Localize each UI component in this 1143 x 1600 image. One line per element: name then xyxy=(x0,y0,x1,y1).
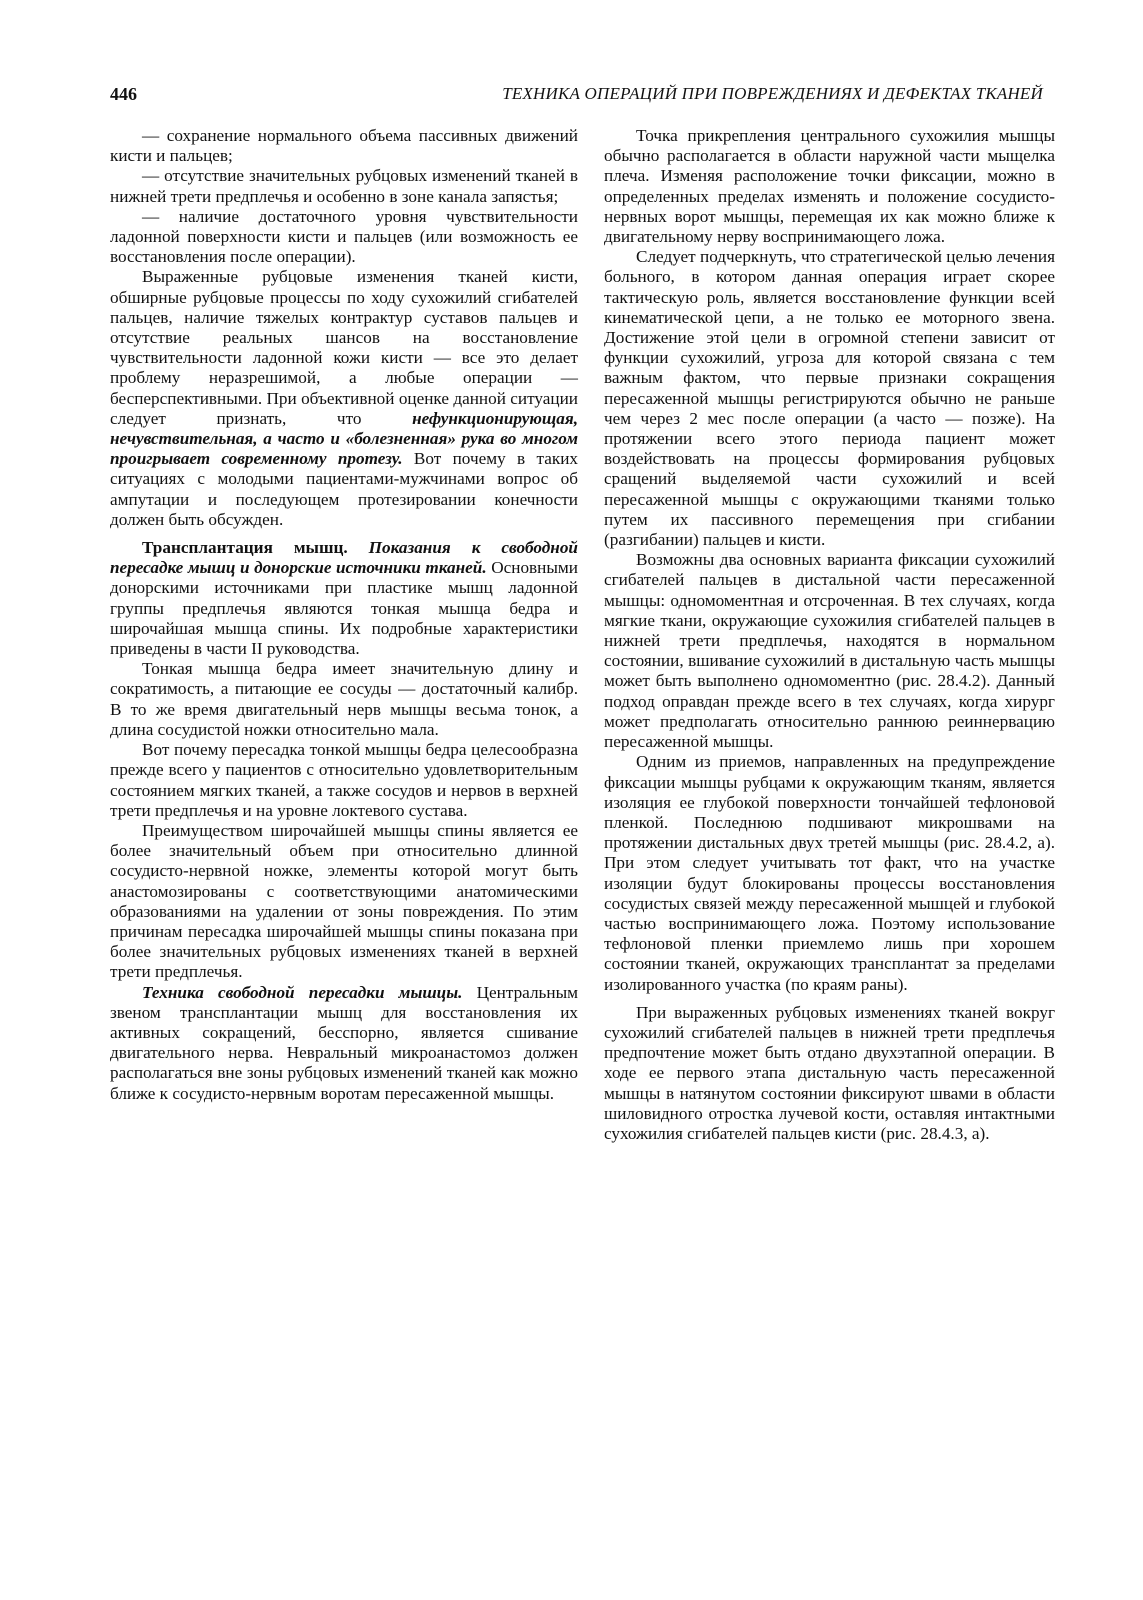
left-column xyxy=(110,126,578,1104)
paragraph: При выраженных рубцовых изменениях тканей вокруг сухожилий сгибателей пальцев в нижней трети предплечья предпочтение может быть отдано двухэтапной операции. В ходе ее первого этапа дистальную часть пересаженной мышцы в натянутом состоянии фиксируют швами в области шиловидного отростка лучевой кости, оставляя интактными сухожилия сгибателей пальцев кисти (рис. 28.4.3, а). xyxy=(604,1002,1055,1143)
emphasis-text: нефункционирующая, нечувствительная, а часто и «болезненная» рука во многом проигрывает современному протезу. xyxy=(110,408,578,469)
paragraph: — отсутствие значительных рубцовых изменений тканей в нижней трети предплечья и особенно в зоне канала запястья; xyxy=(110,166,578,206)
paragraph: — сохранение нормального объема пассивных движений кисти и пальцев; xyxy=(110,126,578,166)
section-paragraph xyxy=(110,538,578,659)
subsection-heading: Показания к свободной пересадке мышц и донорские источники тканей. xyxy=(110,538,578,578)
subsection-heading: Техника свободной пересадки мышцы. xyxy=(142,982,463,1002)
paragraph: Следует подчеркнуть, что стратегической целью лечения больного, в котором данная операция играет скорее тактическую роль, является восстановление функции всей кинематической цепи, а не только ее моторного звена. Достижение этой цели в огромной степени зависит от функции сухожилий, угроза для которой связана с тем важным фактом, что первые признаки сокращения пересаженной мышцы регистрируются обычно не раньше чем через 2 мес после операции (а часто — позже). На протяжении всего этого периода пациент может воздействовать на процессы формирования рубцовых сращений выделяемой части сухожилий и всей пересаженной мышцы с окружающими тканями только путем их пассивного перемещения при сгибании (разгибании) пальцев и кисти. xyxy=(604,247,1055,550)
paragraph: Тонкая мышца бедра имеет значительную длину и сократимость, а питающие ее сосуды — достаточный калибр. В то же время двигательный нерв мышцы весьма тонок, а длина сосудистой ножки относительно мала. xyxy=(110,659,578,739)
running-title: ТЕХНИКА ОПЕРАЦИЙ ПРИ ПОВРЕЖДЕНИЯХ И ДЕФЕКТАХ ТКАНЕЙ xyxy=(502,84,1043,103)
paragraph-text: Центральным звеном трансплантации мышц для восстановления их активных сокращений, бесспорно, является сшивание двигательного нерва. Невральный микроанастомоз должен располагаться вне зоны рубцовых изменений тканей как можно ближе к сосудисто-нервным воротам пересаженной мышцы. xyxy=(110,982,578,1103)
right-column xyxy=(604,126,1055,1144)
paragraph: Одним из приемов, направленных на предупреждение фиксации мышцы рубцами к окружающим тканям, является изоляция ее глубокой поверхности тончайшей тефлоновой пленкой. Последнюю подшивают микрошвами на протяжении дистальных двух третей мышцы (рис. 28.4.2, а). При этом следует учитывать тот факт, что на участке изоляции будут блокированы процессы восстановления сосудистых связей между пересаженной мышцей и глубокой частью воспринимающего ложа. Поэтому использование тефлоновой пленки приемлемо лишь при хорошем состоянии тканей, окружающих трансплантат за пределами изолированного участка (по краям раны). xyxy=(604,752,1055,994)
paragraph: Точка прикрепления центрального сухожилия мышцы обычно располагается в области наружной части мыщелка плеча. Изменяя расположение точки фиксации, можно в определенных пределах изменять и положение сосудисто-нервных ворот мышцы, перемещая их как можно ближе к двигательному нерву воспринимающего ложа. xyxy=(604,126,1055,247)
paragraph: Преимуществом широчайшей мышцы спины является ее более значительный объем при относительно длинной сосудисто-нервной ножке, элементы которой могут быть анастомозированы с соответствующими анатомическими образованиями на удалении от зоны повреждения. По этим причинам пересадка широчайшей мышцы спины показана при более значительных рубцовых изменениях тканей в верхней трети предплечья. xyxy=(110,820,578,982)
paragraph-text: Основными донорскими источниками при пластике мышц ладонной группы предплечья являются тонкая мышца бедра и широчайшая мышца спины. Их подробные характеристики приведены в части II руководства. xyxy=(110,558,578,659)
paragraph: — наличие достаточного уровня чувствительности ладонной поверхности кисти и пальцев (или возможность ее восстановления после операции). xyxy=(110,206,578,267)
paragraph: Вот почему пересадка тонкой мышцы бедра целесообразна прежде всего у пациентов с относительно удовлетворительным состоянием мягких тканей, а также сосудов и нервов в верхней трети предплечья и на уровне локтевого сустава. xyxy=(110,740,578,820)
paragraph: Возможны два основных варианта фиксации сухожилий сгибателей пальцев в дистальной части пересаженной мышцы: одномоментная и отсроченная. В тех случаях, когда мягкие ткани, окружающие сухожилия сгибателей пальцев в нижней трети предплечья, находятся в нормальном состоянии, вшивание сухожилий в дистальную часть мышцы может быть выполнено одномоментно (рис. 28.4.2). Данный подход оправдан прежде всего в тех случаях, когда хирург может предполагать относительно раннюю реиннервацию пересаженной мышцы. xyxy=(604,550,1055,752)
page-number: 446 xyxy=(110,84,137,104)
paragraph xyxy=(110,267,578,530)
paragraph-text: Вот почему в таких ситуациях с молодыми пациентами-мужчинами вопрос об ампутации и последующем протезировании конечности должен быть обсужден. xyxy=(110,449,578,529)
paragraph-text: Выраженные рубцовые изменения тканей кисти, обширные рубцовые процессы по ходу сухожилий сгибателей пальцев, наличие тяжелых контрактур суставов пальцев и отсутствие реальных шансов на восстановление чувствительности ладонной кожи кисти — все это делает проблему неразрешимой, а любые операции — бесперспективными. При объективной оценке данной ситуации следует признать, что xyxy=(110,267,578,428)
page-header xyxy=(110,84,1043,108)
section-paragraph xyxy=(110,983,578,1104)
section-heading: Трансплантация мышц. xyxy=(142,538,348,558)
